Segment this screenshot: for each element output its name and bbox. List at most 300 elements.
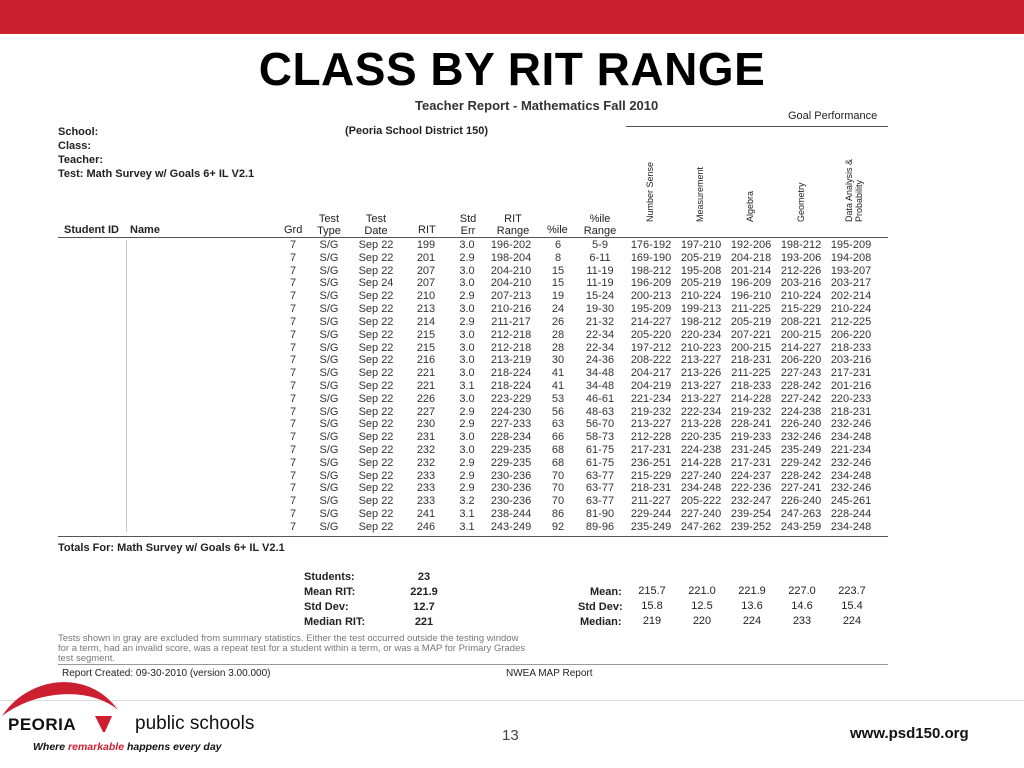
cell-algebra: 211-225 [731, 367, 771, 380]
cell-test-type: S/G [319, 264, 339, 277]
col-std-err-line2: Err [460, 225, 476, 237]
cell-grd: 7 [289, 251, 297, 264]
cell-rit: 231 [416, 431, 436, 444]
footer-divider [0, 700, 1024, 701]
cell-test-type: S/G [319, 354, 339, 367]
cell-geometry: 247-263 [780, 508, 822, 521]
cell-test-type: S/G [319, 341, 339, 354]
cell-test-type: S/G [319, 405, 339, 418]
cell-percentile: 66 [551, 431, 565, 444]
table-row [270, 495, 890, 508]
cell-number-sense: 212-228 [630, 431, 672, 444]
cell-data-analysis: 234-248 [830, 520, 872, 533]
cell-number-sense: 195-209 [630, 303, 672, 316]
cell-percentile-range: 61-75 [585, 456, 615, 469]
cell-percentile: 15 [551, 277, 565, 290]
cell-percentile-range: 34-48 [585, 367, 615, 380]
cell-test-date: Sep 22 [358, 392, 394, 405]
table-row [270, 354, 890, 367]
cell-rit-range: 228-234 [490, 431, 532, 444]
cell-test-type: S/G [319, 303, 339, 316]
cell-rit-range: 218-224 [490, 367, 532, 380]
goal-median-geometry: 233 [792, 615, 812, 627]
cell-grd: 7 [289, 264, 297, 277]
report-created: Report Created: 09-30-2010 (version 3.00.000) [62, 668, 271, 679]
table-row [270, 521, 890, 534]
cell-percentile-range: 46-61 [585, 392, 615, 405]
cell-std-err: 3.0 [459, 354, 475, 367]
cell-rit: 207 [416, 277, 436, 290]
cell-std-err: 3.2 [459, 495, 475, 508]
cell-algebra: 222-236 [730, 482, 772, 495]
cell-rit: 214 [416, 315, 436, 328]
median-rit-label: Median RIT: [304, 616, 366, 628]
cell-percentile: 63 [551, 418, 565, 431]
cell-grd: 7 [289, 315, 297, 328]
cell-std-err: 3.1 [459, 379, 475, 392]
cell-geometry: 214-227 [780, 341, 822, 354]
col-percentile-range [582, 213, 618, 237]
cell-rit: 221 [416, 367, 436, 380]
cell-algebra: 224-237 [730, 469, 772, 482]
cell-test-date: Sep 22 [358, 418, 394, 431]
cell-rit-range: 243-249 [490, 520, 532, 533]
cell-test-date: Sep 22 [358, 508, 394, 521]
cell-grd: 7 [289, 482, 297, 495]
cell-measurement: 220-234 [680, 328, 722, 341]
cell-percentile-range: 11-19 [586, 277, 614, 290]
cell-measurement: 210-224 [680, 290, 722, 303]
cell-std-err: 3.0 [459, 277, 475, 290]
cell-data-analysis: 206-220 [830, 328, 872, 341]
cell-data-analysis: 221-234 [830, 444, 872, 456]
cell-percentile: 92 [551, 520, 565, 533]
table-row [270, 252, 890, 265]
goal-median-number-sense: 219 [642, 615, 662, 627]
col-rit-range-line1: RIT [504, 213, 522, 225]
cell-number-sense: 196-209 [630, 277, 672, 290]
cell-algebra: 218-233 [730, 379, 772, 392]
cell-std-err: 3.0 [459, 264, 475, 277]
cell-percentile: 28 [551, 341, 565, 354]
cell-measurement: 213-227 [680, 392, 722, 405]
cell-test-date: Sep 22 [358, 251, 394, 264]
cell-geometry: 210-224 [780, 290, 822, 303]
cell-grd: 7 [289, 379, 297, 392]
goal-median-data-analysis: 224 [842, 615, 862, 627]
cell-rit-range: 212-218 [490, 328, 532, 341]
cell-rit: 230 [416, 418, 436, 431]
cell-grd: 7 [289, 328, 297, 341]
cell-percentile-range: 63-77 [585, 495, 615, 508]
cell-percentile: 26 [551, 315, 565, 328]
col-test-date-line1: Test [365, 213, 387, 225]
cell-test-type: S/G [319, 482, 339, 495]
cell-percentile: 70 [551, 495, 565, 508]
cell-geometry: 235-249 [780, 444, 822, 456]
goal-std-measurement: 12.5 [691, 600, 713, 612]
goal-median-measurement: 220 [692, 615, 712, 627]
cell-algebra: 211-225 [731, 303, 771, 316]
district-label: (Peoria School District 150) [345, 125, 489, 137]
cell-test-type: S/G [319, 379, 339, 392]
logo-tagline [33, 741, 222, 753]
cell-geometry: 208-221 [780, 315, 822, 328]
cell-test-type: S/G [319, 277, 339, 290]
tagline-post: happens every day [124, 741, 222, 753]
cell-measurement: 205-219 [680, 277, 722, 290]
cell-std-err: 3.0 [459, 239, 475, 251]
cell-rit-range: 230-236 [490, 482, 532, 495]
totals-rule [58, 536, 888, 537]
goal-std-data-analysis: 15.4 [841, 600, 863, 612]
cell-rit: 241 [416, 508, 436, 521]
cell-measurement: 213-227 [680, 354, 722, 367]
cell-percentile: 19 [551, 290, 565, 303]
col-name: Name [130, 224, 160, 236]
cell-data-analysis: 201-216 [830, 379, 872, 392]
cell-data-analysis: 232-246 [830, 418, 872, 431]
id-col-separator [126, 240, 127, 532]
cell-measurement: 227-240 [680, 508, 722, 521]
cell-std-err: 3.0 [459, 328, 475, 341]
cell-rit-range: 230-236 [490, 469, 532, 482]
goal-median-label: Median: [580, 616, 622, 628]
cell-number-sense: 218-231 [630, 482, 672, 495]
cell-algebra: 204-218 [730, 251, 772, 264]
cell-data-analysis: 218-233 [830, 341, 872, 354]
cell-grd: 7 [289, 277, 297, 290]
goal-mean-geometry: 227.0 [788, 585, 816, 597]
teacher-label: Teacher: [58, 154, 104, 166]
col-test-type-line2: Type [317, 225, 341, 237]
table-row [270, 470, 890, 483]
table-row [270, 482, 890, 495]
cell-percentile-range: 15-24 [585, 290, 615, 303]
goal-mean-label: Mean: [590, 586, 622, 598]
cell-rit: 226 [416, 392, 436, 405]
cell-rit-range: 238-244 [490, 508, 532, 521]
goal-std-number-sense: 15.8 [641, 600, 663, 612]
cell-grd: 7 [289, 444, 297, 456]
cell-percentile-range: 6-11 [589, 251, 611, 264]
cell-std-err: 2.9 [459, 251, 475, 264]
excluded-tests-note: Tests shown in gray are excluded from summary statistics. Either the test occurred outside the testing window for a term, had an invalid score, was a repeat test for a student within a term, or was a MAP for Primary Grades test segment. [58, 633, 526, 664]
cell-grd: 7 [289, 303, 297, 316]
logo-public-schools: public schools [135, 713, 255, 734]
cell-rit-range: 229-235 [490, 444, 532, 456]
cell-percentile: 28 [551, 328, 565, 341]
cell-measurement: 198-212 [680, 315, 722, 328]
goal-col-measurement: Measurement [695, 166, 705, 222]
table-row [270, 239, 890, 252]
cell-number-sense: 235-249 [630, 520, 672, 533]
cell-measurement: 197-210 [680, 239, 722, 251]
cell-measurement: 213-228 [680, 418, 722, 431]
cell-rit: 213 [416, 303, 436, 316]
col-percentile: %ile [547, 224, 568, 236]
table-row [270, 406, 890, 419]
std-dev-value: 12.7 [413, 601, 435, 613]
cell-number-sense: 200-213 [630, 290, 672, 303]
cell-geometry: 203-216 [780, 277, 822, 290]
cell-data-analysis: 218-231 [830, 405, 872, 418]
goal-col-algebra: Algebra [745, 190, 755, 222]
cell-geometry: 227-241 [780, 482, 822, 495]
cell-rit: 199 [416, 239, 436, 251]
footer-rule [58, 664, 888, 665]
cell-percentile-range: 89-96 [585, 520, 615, 533]
cell-std-err: 3.0 [459, 341, 475, 354]
mean-rit-value: 221.9 [410, 586, 438, 598]
col-grd: Grd [284, 224, 303, 236]
cell-percentile-range: 24-36 [585, 354, 615, 367]
cell-rit-range: 212-218 [490, 341, 532, 354]
cell-rit: 210 [416, 290, 436, 303]
cell-data-analysis: 202-214 [830, 290, 872, 303]
cell-percentile: 41 [551, 367, 565, 380]
cell-rit-range: 227-233 [490, 418, 532, 431]
cell-data-analysis: 212-225 [830, 315, 872, 328]
cell-test-type: S/G [319, 444, 339, 456]
cell-measurement: 213-226 [680, 367, 722, 380]
cell-std-err: 2.9 [459, 405, 475, 418]
cell-measurement: 213-227 [680, 379, 722, 392]
cell-algebra: 214-228 [730, 392, 772, 405]
goal-mean-algebra: 221.9 [738, 585, 766, 597]
goal-rule [626, 126, 888, 127]
test-label: Test: Math Survey w/ Goals 6+ IL V2.1 [58, 168, 255, 180]
cell-percentile-range: 22-34 [585, 328, 615, 341]
table-row [270, 457, 890, 470]
cell-geometry: 212-226 [780, 264, 822, 277]
cell-grd: 7 [289, 290, 297, 303]
cell-rit: 227 [416, 405, 436, 418]
col-test-date [360, 213, 392, 237]
cell-test-date: Sep 22 [358, 303, 394, 316]
cell-number-sense: 211-227 [631, 495, 671, 508]
cell-percentile: 53 [551, 392, 565, 405]
goal-col-data-analysis: Data Analysis & Probability [844, 158, 864, 222]
report-source: NWEA MAP Report [506, 668, 593, 679]
table-row [270, 265, 890, 278]
cell-percentile: 68 [551, 444, 565, 456]
cell-algebra: 219-232 [730, 405, 772, 418]
cell-percentile-range: 56-70 [585, 418, 615, 431]
col-rit-range [493, 213, 533, 237]
cell-percentile: 30 [551, 354, 565, 367]
table-row [270, 290, 890, 303]
cell-test-date: Sep 22 [358, 367, 394, 380]
cell-rit-range: 213-219 [490, 354, 532, 367]
cell-geometry: 226-240 [780, 495, 822, 508]
cell-data-analysis: 210-224 [830, 303, 872, 316]
cell-measurement: 195-208 [680, 264, 722, 277]
cell-geometry: 226-240 [780, 418, 822, 431]
cell-geometry: 243-259 [780, 520, 822, 533]
class-label: Class: [58, 140, 92, 152]
cell-algebra: 228-241 [730, 418, 772, 431]
cell-test-type: S/G [319, 469, 339, 482]
cell-grd: 7 [289, 508, 297, 521]
col-percentile-range-line2: Range [583, 225, 617, 237]
cell-test-date: Sep 22 [358, 456, 394, 469]
cell-number-sense: 213-227 [630, 418, 672, 431]
cell-test-date: Sep 22 [358, 239, 394, 251]
cell-geometry: 228-242 [780, 379, 822, 392]
cell-rit-range: 204-210 [490, 277, 532, 290]
table-row [270, 277, 890, 290]
col-std-err [456, 213, 480, 237]
cell-test-type: S/G [319, 431, 339, 444]
goal-performance-label: Goal Performance [788, 110, 878, 122]
table-row [270, 329, 890, 342]
cell-number-sense: 219-232 [630, 405, 672, 418]
col-test-type [314, 213, 344, 237]
page-number: 13 [502, 727, 519, 744]
cell-data-analysis: 228-244 [830, 508, 872, 521]
cell-geometry: 206-220 [780, 354, 822, 367]
cell-number-sense: 217-231 [630, 444, 672, 456]
cell-measurement: 214-228 [680, 456, 722, 469]
cell-measurement: 205-222 [680, 495, 722, 508]
cell-number-sense: 176-192 [630, 239, 672, 251]
col-std-err-line1: Std [459, 213, 477, 225]
cell-test-date: Sep 22 [358, 379, 394, 392]
cell-test-date: Sep 22 [358, 405, 394, 418]
cell-test-type: S/G [319, 508, 339, 521]
cell-percentile-range: 21-32 [585, 315, 615, 328]
cell-test-type: S/G [319, 418, 339, 431]
cell-grd: 7 [289, 418, 297, 431]
cell-geometry: 227-242 [780, 392, 822, 405]
cell-number-sense: 204-217 [630, 367, 672, 380]
cell-data-analysis: 195-209 [830, 239, 872, 251]
cell-rit-range: 198-204 [490, 251, 532, 264]
website-url: www.psd150.org [850, 725, 969, 742]
cell-test-type: S/G [319, 520, 339, 533]
cell-measurement: 210-223 [680, 341, 722, 354]
goal-std-dev-label: Std Dev: [578, 601, 623, 613]
cell-test-type: S/G [319, 290, 339, 303]
goal-col-geometry: Geometry [796, 182, 806, 222]
cell-number-sense: 198-212 [630, 264, 672, 277]
cell-rit: 232 [416, 456, 436, 469]
table-row [270, 431, 890, 444]
cell-number-sense: 204-219 [630, 379, 672, 392]
cell-grd: 7 [289, 469, 297, 482]
col-percentile-range-line1: %ile [589, 213, 611, 225]
cell-rit: 232 [416, 444, 436, 456]
cell-std-err: 3.1 [459, 508, 475, 521]
cell-grd: 7 [289, 239, 297, 251]
goal-col-number-sense: Number Sense [645, 161, 655, 222]
cell-data-analysis: 203-216 [830, 354, 872, 367]
cell-percentile: 41 [551, 379, 565, 392]
cell-test-date: Sep 22 [358, 341, 394, 354]
goal-mean-number-sense: 215.7 [638, 585, 666, 597]
cell-percentile: 86 [551, 508, 565, 521]
cell-algebra: 207-221 [730, 328, 772, 341]
cell-rit: 246 [416, 520, 436, 533]
cell-number-sense: 208-222 [630, 354, 672, 367]
table-row [270, 418, 890, 431]
tagline-pre: Where [33, 741, 69, 753]
cell-test-date: Sep 22 [358, 290, 394, 303]
goal-median-algebra: 224 [742, 615, 762, 627]
cell-measurement: 220-235 [680, 431, 722, 444]
cell-rit-range: 218-224 [490, 379, 532, 392]
cell-grd: 7 [289, 405, 297, 418]
cell-percentile-range: 81-90 [585, 508, 615, 521]
goal-mean-data-analysis: 223.7 [838, 585, 866, 597]
cell-rit: 215 [416, 341, 436, 354]
cell-algebra: 232-247 [730, 495, 772, 508]
cell-test-date: Sep 22 [358, 431, 394, 444]
table-row [270, 508, 890, 521]
cell-percentile-range: 11-19 [586, 264, 614, 277]
table-row [270, 303, 890, 316]
students-value: 23 [417, 571, 431, 583]
cell-percentile: 70 [551, 482, 565, 495]
cell-geometry: 200-215 [780, 328, 822, 341]
col-test-date-line2: Date [364, 225, 388, 237]
cell-percentile-range: 5-9 [592, 239, 608, 251]
cell-grd: 7 [289, 520, 297, 533]
cell-number-sense: 221-234 [630, 392, 672, 405]
cell-percentile: 68 [551, 456, 565, 469]
cell-data-analysis: 232-246 [830, 456, 872, 469]
cell-geometry: 198-212 [780, 239, 822, 251]
col-rit-range-line2: Range [496, 225, 530, 237]
table-row [270, 316, 890, 329]
cell-std-err: 2.9 [459, 469, 475, 482]
cell-measurement: 234-248 [680, 482, 722, 495]
cell-std-err: 3.0 [459, 303, 475, 316]
cell-rit: 215 [416, 328, 436, 341]
cell-percentile-range: 19-30 [585, 303, 615, 316]
cell-rit-range: 196-202 [490, 239, 532, 251]
cell-percentile: 8 [554, 251, 562, 264]
cell-std-err: 3.0 [459, 367, 475, 380]
cell-number-sense: 197-212 [630, 341, 672, 354]
cell-std-err: 3.0 [459, 431, 475, 444]
cell-geometry: 215-229 [780, 303, 822, 316]
cell-std-err: 3.0 [459, 392, 475, 405]
cell-rit: 207 [416, 264, 436, 277]
cell-rit: 233 [416, 495, 436, 508]
cell-algebra: 192-206 [730, 239, 772, 251]
school-label: School: [58, 126, 99, 138]
std-dev-label: Std Dev: [304, 601, 349, 613]
cell-grd: 7 [289, 354, 297, 367]
cell-test-date: Sep 22 [358, 469, 394, 482]
cell-algebra: 201-214 [730, 264, 772, 277]
cell-test-type: S/G [319, 315, 339, 328]
cell-geometry: 224-238 [780, 405, 822, 418]
cell-test-type: S/G [319, 392, 339, 405]
median-rit-value: 221 [414, 616, 434, 628]
cell-percentile-range: 22-34 [585, 341, 615, 354]
cell-grd: 7 [289, 431, 297, 444]
cell-test-type: S/G [319, 456, 339, 469]
cell-percentile-range: 63-77 [585, 482, 615, 495]
cell-rit-range: 229-235 [490, 456, 532, 469]
cell-test-date: Sep 24 [358, 277, 394, 290]
cell-data-analysis: 234-248 [830, 469, 872, 482]
cell-algebra: 217-231 [730, 456, 772, 469]
cell-measurement: 227-240 [680, 469, 722, 482]
